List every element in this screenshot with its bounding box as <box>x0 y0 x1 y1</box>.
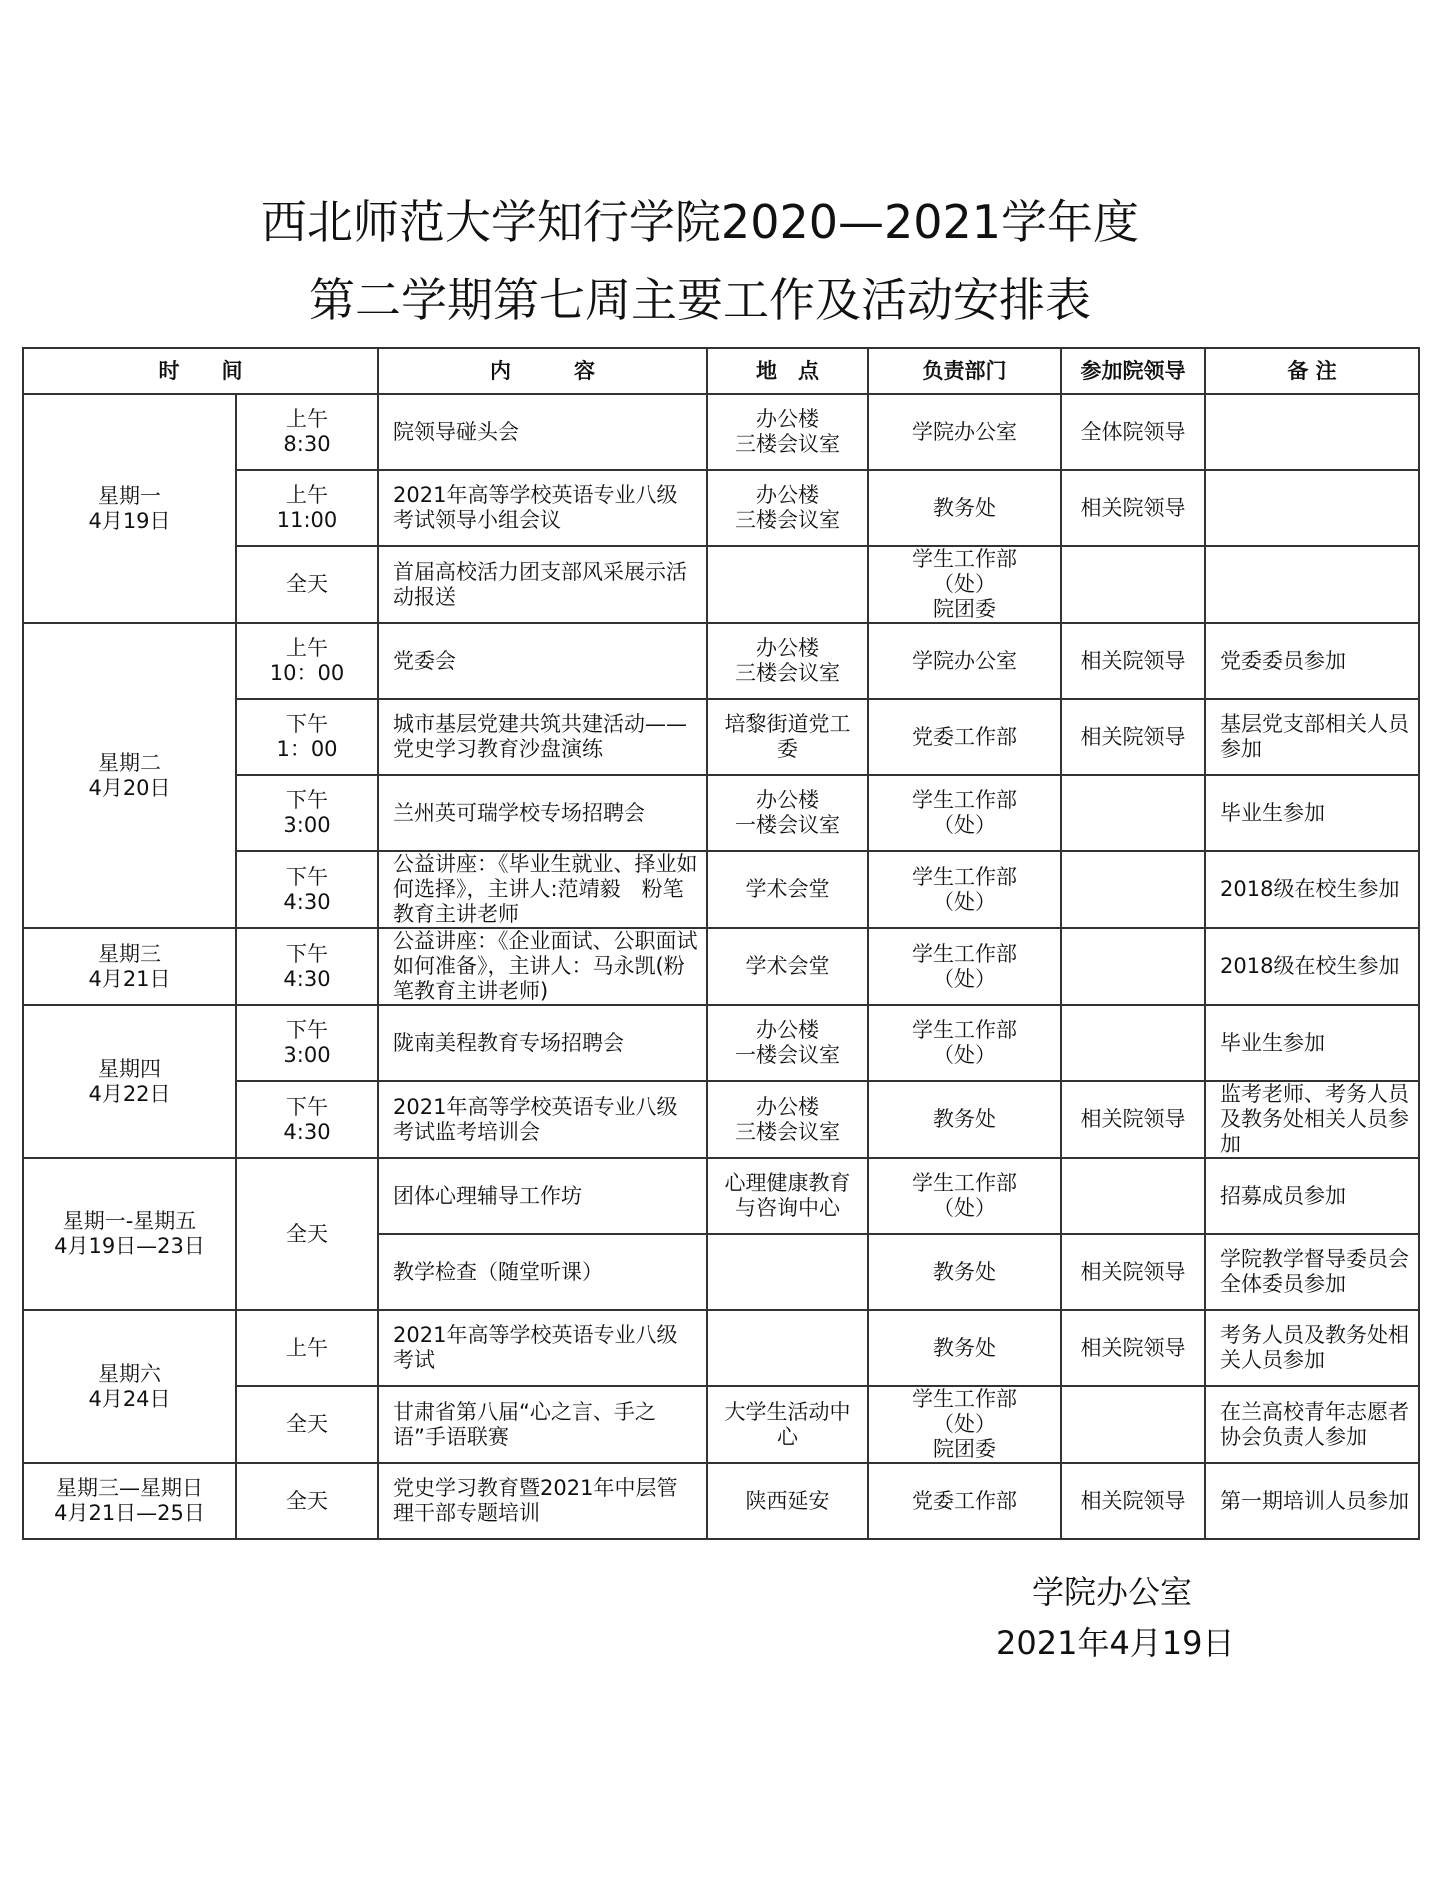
day-cell: 星期三—星期日 4月21日—25日 <box>23 1463 236 1539</box>
location-cell: 办公楼 一楼会议室 <box>707 1005 868 1081</box>
remark-cell: 毕业生参加 <box>1205 775 1419 851</box>
day-cell: 星期一 4月19日 <box>23 394 236 623</box>
content-cell: 2021年高等学校英语专业八级考试监考培训会 <box>378 1081 707 1158</box>
remark-cell: 2018级在校生参加 <box>1205 851 1419 928</box>
leaders-cell: 相关院领导 <box>1061 699 1205 775</box>
remark-cell: 监考老师、考务人员及教务处相关人员参加 <box>1205 1081 1419 1158</box>
department-cell: 学生工作部 （处） 院团委 <box>868 1386 1061 1463</box>
header-department: 负责部门 <box>868 348 1061 394</box>
leaders-cell <box>1061 1386 1205 1463</box>
department-cell: 学生工作部 （处） <box>868 1005 1061 1081</box>
time-cell: 全天 <box>236 1463 378 1539</box>
leaders-cell: 相关院领导 <box>1061 470 1205 546</box>
content-cell: 院领导碰头会 <box>378 394 707 470</box>
remark-cell: 毕业生参加 <box>1205 1005 1419 1081</box>
time-cell: 全天 <box>236 1158 378 1310</box>
day-cell: 星期六 4月24日 <box>23 1310 236 1463</box>
location-cell <box>707 1310 868 1386</box>
day-cell: 星期二 4月20日 <box>23 623 236 928</box>
location-cell: 办公楼 一楼会议室 <box>707 775 868 851</box>
title-line-2: 第二学期第七周主要工作及活动安排表 <box>309 273 1091 327</box>
location-cell <box>707 546 868 623</box>
content-cell: 2021年高等学校英语专业八级考试领导小组会议 <box>378 470 707 546</box>
remark-cell: 党委委员参加 <box>1205 623 1419 699</box>
department-cell: 教务处 <box>868 1081 1061 1158</box>
department-cell: 学院办公室 <box>868 394 1061 470</box>
header-remark: 备 注 <box>1205 348 1419 394</box>
time-cell: 下午 3:00 <box>236 775 378 851</box>
time-cell: 上午 11:00 <box>236 470 378 546</box>
leaders-cell: 全体院领导 <box>1061 394 1205 470</box>
table-row <box>23 1005 1419 1081</box>
leaders-cell: 相关院领导 <box>1061 1463 1205 1539</box>
leaders-cell: 相关院领导 <box>1061 1310 1205 1386</box>
leaders-cell <box>1061 928 1205 1005</box>
header-time: 时 间 <box>23 348 378 394</box>
content-cell: 兰州英可瑞学校专场招聘会 <box>378 775 707 851</box>
time-cell: 下午 4:30 <box>236 1081 378 1158</box>
remark-cell <box>1205 470 1419 546</box>
remark-cell: 在兰高校青年志愿者协会负责人参加 <box>1205 1386 1419 1463</box>
remark-cell: 2018级在校生参加 <box>1205 928 1419 1005</box>
department-cell: 教务处 <box>868 1310 1061 1386</box>
department-cell: 学生工作部 （处） <box>868 928 1061 1005</box>
department-cell: 学生工作部 （处） <box>868 775 1061 851</box>
department-cell: 教务处 <box>868 470 1061 546</box>
leaders-cell <box>1061 1158 1205 1234</box>
schedule-table <box>22 347 1420 1540</box>
content-cell: 公益讲座：《企业面试、公职面试如何准备》，主讲人：马永凯(粉笔教育主讲老师) <box>378 928 707 1005</box>
time-cell: 下午 3:00 <box>236 1005 378 1081</box>
title-line-1: 西北师范大学知行学院2020—2021学年度 <box>260 195 1140 249</box>
leaders-cell <box>1061 851 1205 928</box>
content-cell: 党委会 <box>378 623 707 699</box>
table-row <box>23 1310 1419 1386</box>
time-cell: 上午 <box>236 1310 378 1386</box>
day-cell: 星期一-星期五 4月19日—23日 <box>23 1158 236 1310</box>
leaders-cell <box>1061 1005 1205 1081</box>
day-cell: 星期三 4月21日 <box>23 928 236 1005</box>
leaders-cell <box>1061 546 1205 623</box>
location-cell: 培黎街道党工委 <box>707 699 868 775</box>
department-cell: 党委工作部 <box>868 1463 1061 1539</box>
signature-office: 学院办公室 <box>1032 1573 1193 1611</box>
leaders-cell <box>1061 775 1205 851</box>
signature-date: 2021年4月19日 <box>996 1624 1235 1662</box>
location-cell: 学术会堂 <box>707 851 868 928</box>
time-cell: 下午 4:30 <box>236 851 378 928</box>
table-row <box>23 394 1419 470</box>
location-cell: 学术会堂 <box>707 928 868 1005</box>
content-cell: 团体心理辅导工作坊 <box>378 1158 707 1234</box>
leaders-cell: 相关院领导 <box>1061 1081 1205 1158</box>
time-cell: 全天 <box>236 546 378 623</box>
remark-cell: 学院教学督导委员会全体委员参加 <box>1205 1234 1419 1310</box>
location-cell: 办公楼 三楼会议室 <box>707 470 868 546</box>
remark-cell: 基层党支部相关人员参加 <box>1205 699 1419 775</box>
time-cell: 全天 <box>236 1386 378 1463</box>
remark-cell: 考务人员及教务处相关人员参加 <box>1205 1310 1419 1386</box>
table-row <box>23 928 1419 1005</box>
location-cell: 办公楼 三楼会议室 <box>707 1081 868 1158</box>
department-cell: 学生工作部 （处） <box>868 1158 1061 1234</box>
location-cell: 办公楼 三楼会议室 <box>707 394 868 470</box>
location-cell: 陕西延安 <box>707 1463 868 1539</box>
location-cell: 办公楼 三楼会议室 <box>707 623 868 699</box>
location-cell: 心理健康教育与咨询中心 <box>707 1158 868 1234</box>
content-cell: 2021年高等学校英语专业八级考试 <box>378 1310 707 1386</box>
content-cell: 城市基层党建共筑共建活动——党史学习教育沙盘演练 <box>378 699 707 775</box>
content-cell: 陇南美程教育专场招聘会 <box>378 1005 707 1081</box>
remark-cell: 招募成员参加 <box>1205 1158 1419 1234</box>
location-cell: 大学生活动中心 <box>707 1386 868 1463</box>
remark-cell <box>1205 546 1419 623</box>
department-cell: 学院办公室 <box>868 623 1061 699</box>
department-cell: 学生工作部 （处） 院团委 <box>868 546 1061 623</box>
department-cell: 教务处 <box>868 1234 1061 1310</box>
leaders-cell: 相关院领导 <box>1061 1234 1205 1310</box>
content-cell: 教学检查（随堂听课） <box>378 1234 707 1310</box>
header-content: 内 容 <box>378 348 707 394</box>
content-cell: 甘肃省第八届“心之言、手之语”手语联赛 <box>378 1386 707 1463</box>
time-cell: 下午 1：00 <box>236 699 378 775</box>
time-cell: 下午 4:30 <box>236 928 378 1005</box>
remark-cell <box>1205 394 1419 470</box>
leaders-cell: 相关院领导 <box>1061 623 1205 699</box>
time-cell: 上午 10：00 <box>236 623 378 699</box>
table-row <box>23 1158 1419 1234</box>
department-cell: 党委工作部 <box>868 699 1061 775</box>
table-row <box>23 1463 1419 1539</box>
day-cell: 星期四 4月22日 <box>23 1005 236 1158</box>
content-cell: 首届高校活力团支部风采展示活动报送 <box>378 546 707 623</box>
header-leaders: 参加院领导 <box>1061 348 1205 394</box>
header-location: 地 点 <box>707 348 868 394</box>
content-cell: 党史学习教育暨2021年中层管理干部专题培训 <box>378 1463 707 1539</box>
department-cell: 学生工作部 （处） <box>868 851 1061 928</box>
content-cell: 公益讲座：《毕业生就业、择业如何选择》，主讲人:范靖毅 粉笔教育主讲老师 <box>378 851 707 928</box>
table-row <box>23 623 1419 699</box>
remark-cell: 第一期培训人员参加 <box>1205 1463 1419 1539</box>
time-cell: 上午 8:30 <box>236 394 378 470</box>
location-cell <box>707 1234 868 1310</box>
